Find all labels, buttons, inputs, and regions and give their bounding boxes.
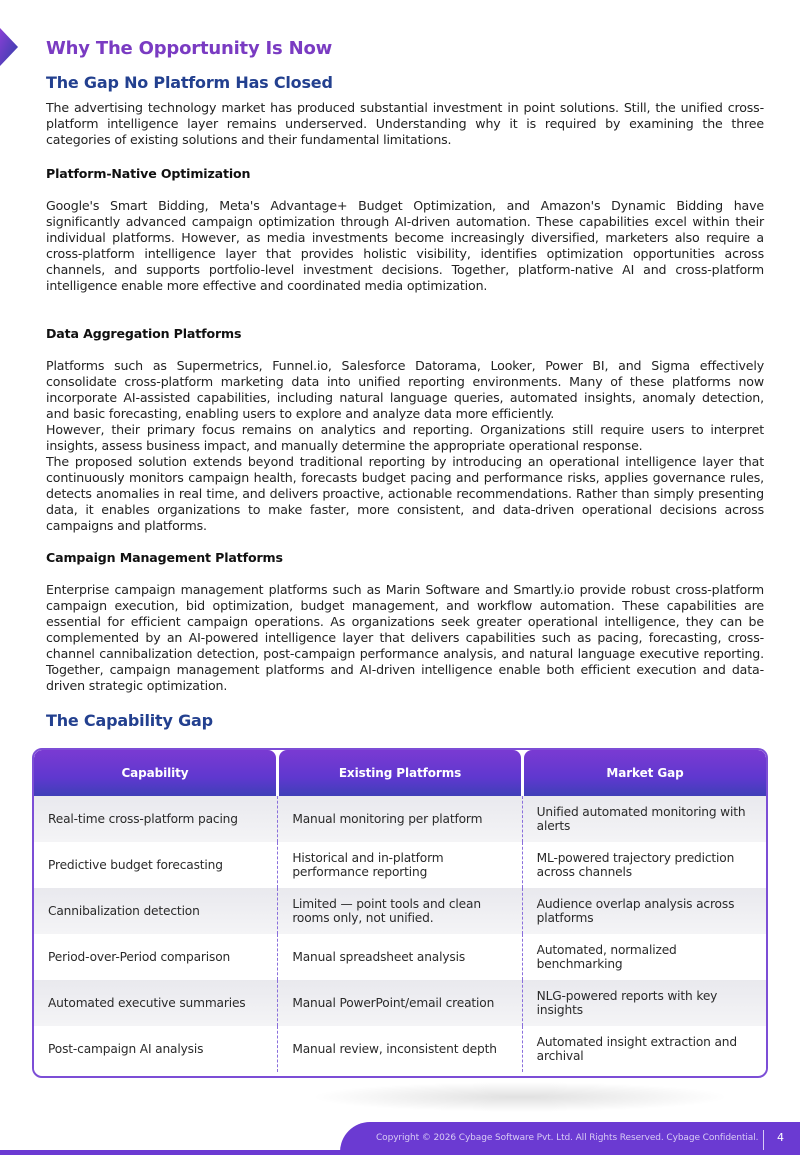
table-row <box>34 980 766 1026</box>
table-shadow-decoration <box>310 1082 730 1112</box>
table-cell: Limited — point tools and clean rooms only, not unified. <box>277 888 521 934</box>
capability-gap-heading: The Capability Gap <box>46 711 213 730</box>
corner-arrow-decoration <box>0 28 18 66</box>
page-number: 4 <box>777 1131 784 1144</box>
page-title: Why The Opportunity Is Now <box>46 38 333 59</box>
table-cell: Predictive budget forecasting <box>48 858 223 872</box>
table-cell: Post-campaign AI analysis <box>48 1042 204 1056</box>
platform-native-heading: Platform-Native Optimization <box>46 166 251 181</box>
column-header-market-gap: Market Gap <box>524 750 766 796</box>
table-cell: Historical and in-platform performance reporting <box>277 842 521 888</box>
table-cell: ML-powered trajectory prediction across channels <box>522 842 766 888</box>
campaign-management-paragraph: Enterprise campaign management platforms such as Marin Software and Smartly.io provide robust cross-platform campaign execution, bid optimization, budget management, and workflow automation. These capabilities are essential for efficient campaign operations. As organizations seek greater operational intelligence, they can be complemented by an AI-powered intelligence layer that delivers capabilities such as pacing, forecasting, cross-channel cannibalization detection, post-campaign performance analysis, and natural language executive reporting. Together, campaign management platforms and AI-driven intelligence enable both efficient execution and data-driven strategic optimization. <box>46 582 764 693</box>
table-cell: Unified automated monitoring with alerts <box>522 796 766 842</box>
data-aggregation-paragraph-1: Platforms such as Supermetrics, Funnel.io, Salesforce Datorama, Looker, Power BI, and Sigma effectively consolidate cross-platform marketing data into unified reporting environments. Many of these platforms now incorporate AI-assisted capabilities, including natural language queries, automated insights, anomaly detection, and basic forecasting, enabling users to explore and analyze data more efficiently. <box>46 358 764 421</box>
footer-band <box>0 1150 800 1155</box>
data-aggregation-paragraph-2: However, their primary focus remains on analytics and reporting. Organizations still require users to interpret insights, assess business impact, and manually determine the appropriate operational response. <box>46 422 764 453</box>
footer-divider <box>763 1130 764 1150</box>
table-cell: Manual PowerPoint/email creation <box>277 980 521 1026</box>
table-cell: Period-over-Period comparison <box>48 950 231 964</box>
table-cell: Manual review, inconsistent depth <box>277 1026 521 1072</box>
table-row <box>34 842 766 888</box>
column-header-capability: Capability <box>34 750 276 796</box>
table-cell: NLG-powered reports with key insights <box>522 980 766 1026</box>
data-aggregation-heading: Data Aggregation Platforms <box>46 326 242 341</box>
table-cell: Automated, normalized benchmarking <box>522 934 766 980</box>
capability-gap-table <box>32 748 768 1078</box>
table-cell: Manual spreadsheet analysis <box>277 934 521 980</box>
intro-paragraph: The advertising technology market has produced substantial investment in point solutions. Still, the unified cross-platform intelligence layer remains underserved. Understanding why it is required by examining the three categories of existing solutions and their fundamental limitations. <box>46 100 764 147</box>
table-header <box>34 750 766 796</box>
table-row <box>34 934 766 980</box>
table-row <box>34 888 766 934</box>
platform-native-paragraph: Google's Smart Bidding, Meta's Advantage+ Budget Optimization, and Amazon's Dynamic Bidding have significantly advanced campaign optimization through AI-driven automation. These capabilities excel within their individual platforms. However, as media investments become increasingly diversified, marketers also require a cross-platform intelligence layer that provides holistic visibility, identifies optimization opportunities across channels, and supports portfolio-level investment decisions. Together, platform-native AI and cross-platform intelligence enable more effective and coordinated media optimization. <box>46 198 764 293</box>
table-cell: Automated executive summaries <box>48 996 246 1010</box>
table-cell: Cannibalization detection <box>48 904 200 918</box>
footer-copyright: Copyright © 2026 Cybage Software Pvt. Ltd. All Rights Reserved. Cybage Confidential. <box>376 1133 759 1143</box>
campaign-management-heading: Campaign Management Platforms <box>46 550 283 565</box>
table-cell: Manual monitoring per platform <box>277 796 521 842</box>
table-cell: Automated insight extraction and archival <box>522 1026 766 1072</box>
section-subtitle: The Gap No Platform Has Closed <box>46 73 333 92</box>
column-header-existing-platforms: Existing Platforms <box>279 750 521 796</box>
table-row <box>34 796 766 842</box>
data-aggregation-paragraph-3: The proposed solution extends beyond traditional reporting by introducing an operational intelligence layer that continuously monitors campaign health, forecasts budget pacing and performance risks, applies governance rules, detects anomalies in real time, and delivers proactive, actionable recommendations. Rather than simply presenting data, it enables organizations to make faster, more consistent, and data-driven operational decisions across campaigns and platforms. <box>46 454 764 533</box>
table-cell: Real-time cross-platform pacing <box>48 812 238 826</box>
table-cell: Audience overlap analysis across platforms <box>522 888 766 934</box>
table-row <box>34 1026 766 1072</box>
table-body <box>34 796 766 1072</box>
